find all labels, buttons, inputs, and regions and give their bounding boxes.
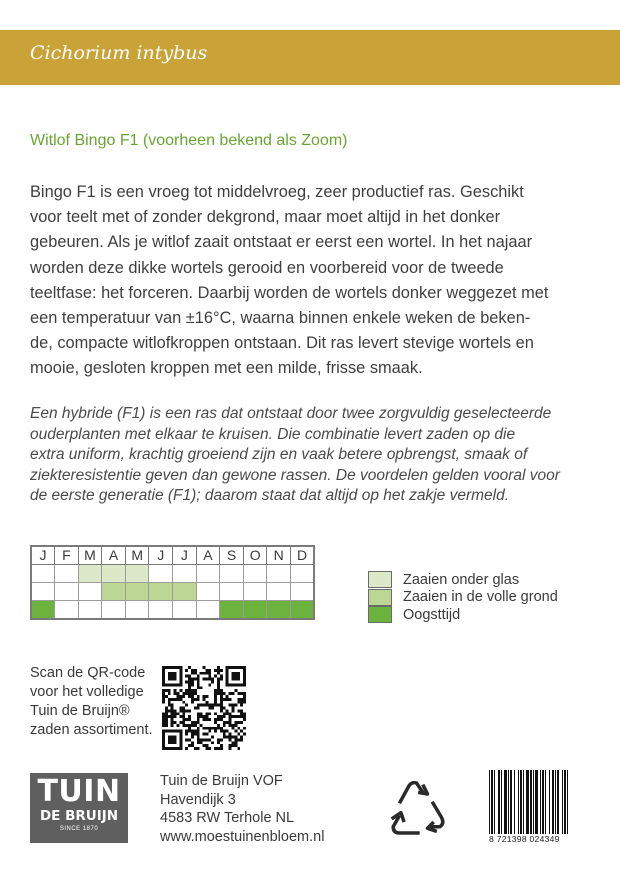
qr-text-line: voor het volledige (30, 684, 144, 700)
calendar-cell (196, 564, 220, 582)
month-label: M (125, 546, 149, 564)
month-label: J (31, 546, 55, 564)
legend-swatch-outdoor (368, 589, 392, 606)
description-line: Bingo F1 is een vroeg tot middelvroeg, zeer productief ras. Geschikt (30, 183, 524, 201)
calendar-row (31, 601, 314, 619)
month-label: A (196, 546, 220, 564)
calendar-cell-outdoor (102, 582, 126, 600)
hybrid-note-line: de eerste generatie (F1); daarom staat dat altijd op het zakje vermeld. (30, 487, 510, 505)
latin-name: Cichorium intybus (30, 42, 208, 64)
company-website-link[interactable]: www.moestuinenbloem.nl (160, 828, 325, 845)
barcode-number: 8 721398 024349 (489, 834, 595, 844)
hybrid-note-line: ziekteresistentie geven dan gewone rassen. De voordelen gelden vooral voor (30, 466, 560, 484)
calendar-cell (243, 564, 267, 582)
company-name: Tuin de Bruijn VOF (160, 773, 283, 789)
legend-label: Zaaien in de volle grond (403, 589, 558, 606)
hybrid-note (30, 404, 595, 507)
calendar-cell (125, 601, 149, 619)
legend-item-outdoor (368, 589, 558, 607)
calendar-cell (220, 564, 244, 582)
calendar-cell (196, 601, 220, 619)
hybrid-note-line: extra uniform, krachtig groeiend zijn en vaak betere opbrengst, smaak of (30, 446, 528, 464)
legend-label: Oogsttijd (403, 606, 461, 623)
calendar-cell (220, 582, 244, 600)
calendar-cell-outdoor (149, 582, 173, 600)
month-label: M (78, 546, 102, 564)
calendar-cell (55, 601, 79, 619)
legend-label: Zaaien onder glas (403, 571, 520, 588)
calendar-cell (31, 564, 55, 582)
calendar-cell (55, 582, 79, 600)
description-line: mooie, gesloten kroppen met een milde, frisse smaak. (30, 359, 423, 378)
calendar-cell (196, 582, 220, 600)
calendar-cell (291, 582, 315, 600)
calendar-cell (55, 564, 79, 582)
description-line: gebeuren. Als je witlof zaait ontstaat er eerst een wortel. In het najaar (30, 233, 533, 252)
calendar-cell (173, 601, 197, 619)
calendar-cell-outdoor (173, 582, 197, 600)
calendar-cell (243, 582, 267, 600)
month-label: F (55, 546, 79, 564)
recycle-icon (376, 772, 454, 844)
hybrid-note-line: ouderplanten met elkaar te kruisen. Die combinatie levert zaden op die (30, 425, 516, 443)
qr-instructions (30, 664, 165, 740)
calendar-cell (267, 582, 291, 600)
calendar-cell (173, 564, 197, 582)
logo-since-text: SINCE 1870 (59, 826, 99, 832)
company-address (160, 772, 324, 846)
description-line: worden deze dikke wortels gerooid en voorbereid voor de tweede (30, 258, 504, 277)
qr-code-icon[interactable] (162, 666, 246, 750)
legend-item-glass (368, 571, 558, 589)
legend-swatch-glass (368, 571, 392, 588)
hybrid-note-line: Een hybride (F1) is een ras dat ontstaat door twee zorgvuldig geselecteerde (30, 405, 552, 422)
company-city: 4583 RW Terhole NL (160, 810, 295, 827)
calendar-cell-harvest (243, 601, 267, 619)
brand-logo (30, 773, 128, 843)
month-label: A (102, 546, 126, 564)
calendar-cell (31, 582, 55, 600)
month-label: J (173, 546, 197, 564)
logo-top-text: TUIN (37, 774, 121, 809)
calendar-cell-glass (78, 564, 102, 582)
calendar-cell-glass (125, 564, 149, 582)
sowing-calendar (30, 545, 315, 620)
description-line: de, compacte witlofkroppen ontstaan. Dit ras levert stevige wortels en (30, 334, 534, 353)
calendar-cell-outdoor (125, 582, 149, 600)
description (30, 180, 595, 382)
calendar-cell (149, 601, 173, 619)
calendar-month-row (31, 546, 314, 564)
legend-item-harvest (368, 606, 558, 624)
month-label: J (149, 546, 173, 564)
month-label: D (291, 546, 315, 564)
calendar-cell-harvest (31, 601, 55, 619)
calendar-cell-harvest (291, 601, 315, 619)
description-line: voor teelt met of zonder dekgrond, maar moet altijd in het donker (30, 208, 501, 227)
description-line: een temperatuur van ±16°C, waarna binnen enkele weken de beken- (30, 309, 531, 328)
calendar-cell (102, 601, 126, 619)
description-line: teeltfase: het forceren. Daarbij worden de wortels donker weggezet met (30, 283, 549, 302)
month-label: N (267, 546, 291, 564)
legend-swatch-harvest (368, 606, 392, 623)
qr-text-line: zaden assortiment. (30, 722, 153, 738)
variety-title: Witlof Bingo F1 (voorheen bekend als Zoom) (30, 132, 348, 149)
calendar-row (31, 564, 314, 582)
calendar-cell-glass (102, 564, 126, 582)
month-label: O (243, 546, 267, 564)
calendar-legend (368, 571, 558, 624)
calendar-cell (78, 601, 102, 619)
qr-text-line: Tuin de Bruijn® (30, 703, 130, 719)
month-label: S (220, 546, 244, 564)
calendar-cell-harvest (220, 601, 244, 619)
calendar-cell (149, 564, 173, 582)
calendar-cell (78, 582, 102, 600)
calendar-cell (267, 564, 291, 582)
company-street: Havendijk 3 (160, 791, 236, 808)
qr-text-line: Scan de QR-code (30, 665, 146, 681)
calendar-row (31, 582, 314, 600)
logo-bottom-text: DE BRUIJN (39, 808, 119, 824)
calendar-cell-harvest (267, 601, 291, 619)
calendar-cell (291, 564, 315, 582)
